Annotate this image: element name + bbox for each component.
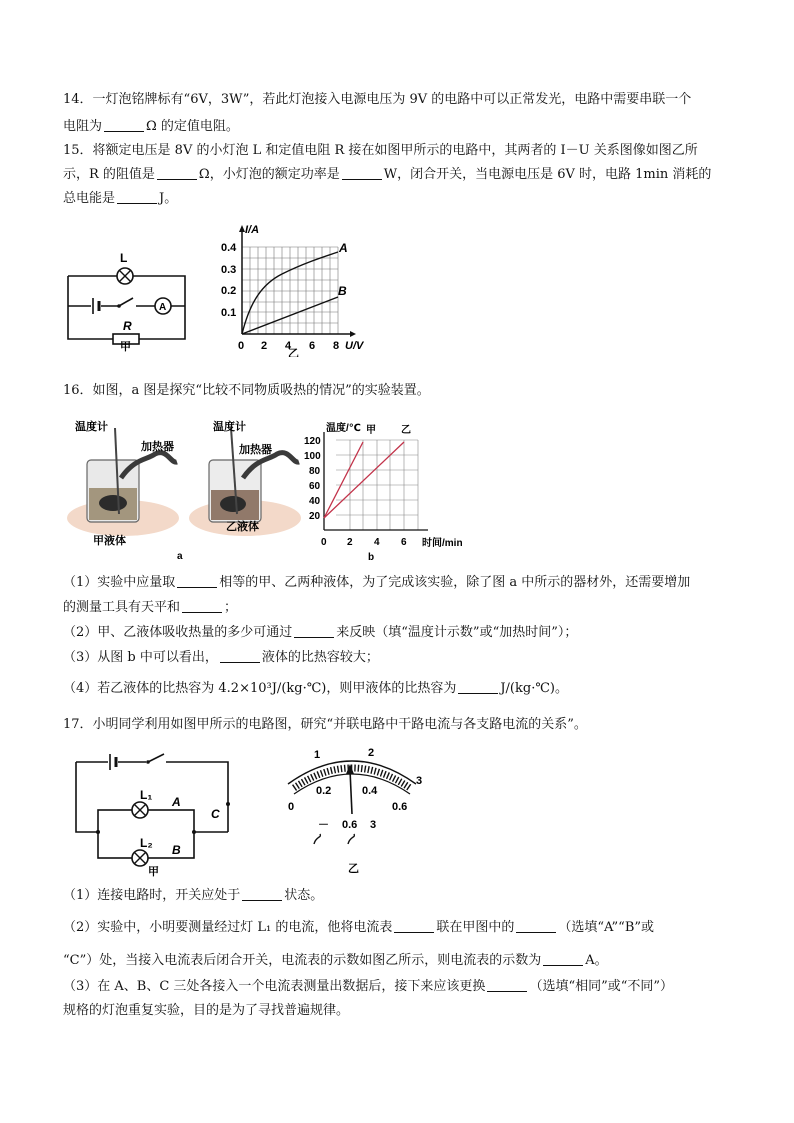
series-label: 乙 <box>401 425 411 436</box>
answer-blank[interactable] <box>157 167 197 180</box>
curve-a-label: A <box>339 241 348 255</box>
figure-caption: 甲 <box>120 341 131 353</box>
answer-blank[interactable] <box>543 953 583 966</box>
lower-scale-label: 0.6 <box>392 801 408 813</box>
q15-line2 <box>63 166 711 184</box>
answer-blank[interactable] <box>104 119 144 132</box>
q17-circuit-figure <box>70 752 240 880</box>
upper-scale-label: 1 <box>314 749 321 761</box>
q17-s3-text-a: （3）在 A、B、C 三处各接入一个电流表测量出数据后，接下来应该更换 <box>63 979 486 994</box>
curve-b-label: B <box>338 284 347 298</box>
q17-ammeter-dial <box>270 744 440 876</box>
figure-caption: 乙 <box>288 348 299 357</box>
q15-text-a: 示，R 的阻值是 <box>63 167 155 182</box>
resistor-label: R <box>123 319 132 333</box>
q17-line1: 17．小明同学利用如图甲所示的电路图，研究“并联电路中干路电流与各支路电流的关系”。 <box>63 717 587 732</box>
answer-blank[interactable] <box>342 167 382 180</box>
lower-scale-label: 0 <box>288 801 295 813</box>
q16-s3-text-a: （3）从图 b 中可以看出， <box>63 650 218 665</box>
terminal-label: 0.6 <box>342 819 358 831</box>
wire-icon <box>348 834 354 844</box>
answer-blank[interactable] <box>242 888 282 901</box>
answer-blank[interactable] <box>182 600 222 613</box>
series-jia-line <box>324 442 363 518</box>
q14-line2 <box>63 118 239 136</box>
figure-caption: b <box>368 552 375 562</box>
lamp-l1-label: L₁ <box>140 788 153 802</box>
x-tick-label: 4 <box>285 340 292 352</box>
lamp-label: L <box>120 251 128 265</box>
q16-temperature-graph <box>300 420 480 562</box>
y-tick-label: 20 <box>309 511 321 522</box>
x-tick-label: 6 <box>309 340 316 352</box>
q16-s4 <box>63 680 568 698</box>
graph-grid <box>242 247 338 334</box>
y-tick-label: 0.3 <box>221 264 237 276</box>
q17-s3-cont: 规格的灯泡重复实验，目的是为了寻找普遍规律。 <box>63 1003 350 1018</box>
answer-blank[interactable] <box>177 575 217 588</box>
y-tick-label: 0.2 <box>221 285 237 297</box>
x-tick-label: 2 <box>347 537 353 548</box>
q15-text-c: W，闭合开关，当电源电压是 6V 时，电路 1min 消耗的 <box>383 167 712 182</box>
q16-s1 <box>63 574 690 592</box>
graph-grid <box>336 440 418 530</box>
q17-s2-text-a: （2）实验中，小明要测量经过灯 L₁ 的电流，他将电流表 <box>63 920 393 935</box>
point-b-label: B <box>172 843 181 857</box>
q17-s3-text-b: （选填“相同”或“不同”） <box>529 979 674 994</box>
q17-s2 <box>63 919 654 937</box>
q15-line3 <box>63 190 177 208</box>
x-tick-label: 4 <box>374 537 380 548</box>
y-tick-label: 120 <box>304 436 321 447</box>
x-tick-label: 6 <box>401 537 407 548</box>
q16-s4-text-a: （4）若乙液体的比热容为 4.2×10³J/(kg·℃)，则甲液体的比热容为 <box>63 681 457 696</box>
q15-text-e: J。 <box>159 191 178 206</box>
liquid-label: 乙液体 <box>226 521 259 533</box>
upper-scale-label: 2 <box>368 747 375 759</box>
q17-s2-text-c: （选填“A”“B”或 <box>558 920 655 935</box>
x-tick-label: 2 <box>261 340 268 352</box>
x-tick-label: 0 <box>321 537 327 548</box>
series-label: 甲 <box>366 425 376 436</box>
y-axis-label: 温度/℃ <box>326 423 361 434</box>
q16-s2 <box>63 624 577 642</box>
q17-s3 <box>63 978 673 996</box>
y-tick-label: 0.1 <box>221 307 237 319</box>
answer-blank[interactable] <box>220 650 260 663</box>
y-tick-label: 80 <box>309 466 321 477</box>
q17-s1 <box>63 887 323 905</box>
lamp-l2-label: L₂ <box>140 836 153 850</box>
q14-line1: 14．一灯泡铭牌标有“6V，3W”，若此灯泡接入电源电压为 9V 的电路中可以正常发光，电路中需要串联一个 <box>63 92 692 107</box>
x-tick-label: 8 <box>333 340 340 352</box>
point-a-label: A <box>172 795 181 809</box>
y-axis-label: I/A <box>245 224 260 236</box>
q14-text-b: Ω 的定值电阻。 <box>146 119 239 134</box>
figure-caption: 乙 <box>348 863 359 875</box>
lower-scale-label: 0.4 <box>362 785 378 797</box>
q15-line1: 15．将额定电压是 8V 的小灯泡 L 和定值电阻 R 接在如图甲所示的电路中，其两者的 I－U 关系图像如图乙所 <box>63 143 698 158</box>
q15-iu-graph <box>210 222 375 357</box>
figure-caption: 甲 <box>148 866 159 878</box>
q16-s2-text-b: 来反映（填“温度计示数”或“加热时间”）； <box>336 625 578 640</box>
answer-blank[interactable] <box>487 979 527 992</box>
x-tick-label: 0 <box>238 340 245 352</box>
heater-label: 加热器 <box>239 444 272 456</box>
q16-s1-text-c: 的测量工具有天平和 <box>63 600 181 615</box>
liquid-label: 甲液体 <box>93 535 126 547</box>
figure-caption: a <box>177 551 183 562</box>
q16-line1: 16．如图，a 图是探究“比较不同物质吸热的情况”的实验装置。 <box>63 383 430 398</box>
q17-s2-text-b: 联在甲图中的 <box>436 920 515 935</box>
q16-s4-text-b: J/(kg·℃)。 <box>500 681 568 696</box>
dial-pointer <box>350 770 352 814</box>
terminal-label: 3 <box>370 819 377 831</box>
answer-blank[interactable] <box>394 920 434 933</box>
q17-s2-cont <box>63 952 608 970</box>
series-yi-line <box>324 442 404 518</box>
q15-text-d: 总电能是 <box>63 191 116 206</box>
answer-blank[interactable] <box>458 681 498 694</box>
thermometer-label: 温度计 <box>213 421 246 433</box>
q14-text-a: 电阻为 <box>63 119 103 134</box>
q17-s1-text-b: 状态。 <box>284 888 324 903</box>
y-tick-label: 0.4 <box>221 242 237 254</box>
q16-s3-text-b: 液体的比热容较大； <box>261 650 379 665</box>
upper-scale-label: 3 <box>416 775 423 787</box>
q16-apparatus-figure <box>63 418 308 563</box>
q16-s1-text-a: （1）实验中应量取 <box>63 575 176 590</box>
x-axis-label: 时间/min <box>422 538 463 549</box>
y-tick-label: 60 <box>309 481 321 492</box>
heater-label: 加热器 <box>141 441 174 453</box>
q17-s2-text-d: “C”）处，当接入电流表后闭合开关，电流表的示数如图乙所示，则电流表的示数为 <box>63 953 542 968</box>
q16-s1-text-d: ； <box>224 600 238 615</box>
y-tick-label: 40 <box>309 496 321 507</box>
wire-icon <box>314 834 320 844</box>
q16-s3 <box>63 649 379 667</box>
thermometer-label: 温度计 <box>75 421 108 433</box>
answer-blank[interactable] <box>516 920 556 933</box>
x-axis-label: U/V <box>345 340 364 352</box>
q15-circuit-figure <box>63 243 193 353</box>
lower-scale-label: 0.2 <box>316 785 332 797</box>
q16-s1-text-b: 相等的甲、乙两种液体，为了完成该实验，除了图 a 中所示的器材外，还需要增加 <box>219 575 691 590</box>
q17-s1-text-a: （1）连接电路时，开关应处于 <box>63 888 241 903</box>
terminal-label: － <box>318 819 329 831</box>
q16-s1-cont <box>63 599 237 617</box>
point-c-label: C <box>211 807 220 821</box>
q17-s2-text-e: A。 <box>585 953 608 968</box>
answer-blank[interactable] <box>117 191 157 204</box>
y-tick-label: 100 <box>304 451 321 462</box>
q16-s2-text-a: （2）甲、乙液体吸收热量的多少可通过 <box>63 625 293 640</box>
answer-blank[interactable] <box>294 625 334 638</box>
ammeter-label: A <box>159 302 167 313</box>
q15-text-b: Ω，小灯泡的额定功率是 <box>198 167 340 182</box>
